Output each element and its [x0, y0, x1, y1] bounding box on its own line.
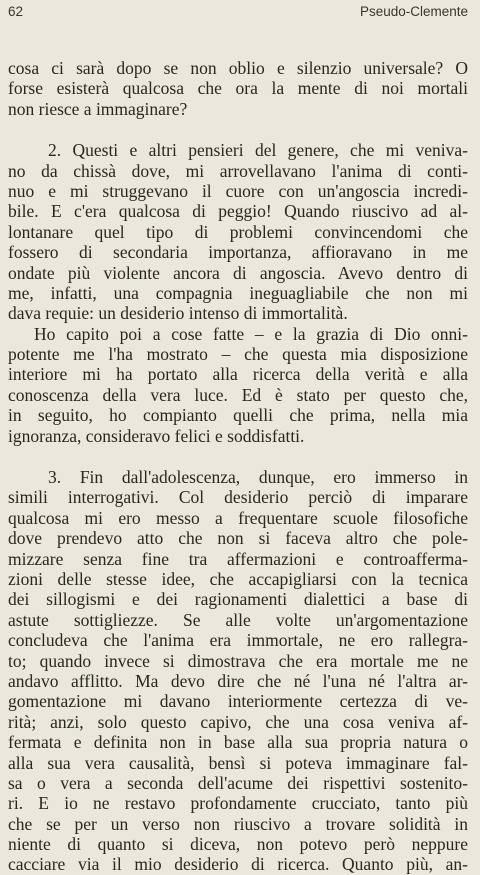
- page-number: 62: [8, 4, 24, 19]
- text-line: niente di quanto si diceva, non potevo però neppure: [8, 834, 468, 855]
- text-line: ignoranza, consideravo felici e soddisfatti.: [8, 425, 305, 446]
- section-gap: [8, 446, 468, 467]
- text-line: nuo e mi struggevano il cuore con un'angoscia incredi-: [8, 180, 468, 201]
- paragraph: [8, 324, 468, 446]
- paragraph-section-2: [8, 140, 468, 324]
- text-line: fermata e definita non in base alla sua propria natura o: [8, 732, 468, 753]
- text-line: dei sillogismi e dei ragionamenti dialettici a base di: [8, 589, 468, 610]
- text-line: mizzare senza fine tra affermazioni e controafferma-: [8, 548, 468, 569]
- text-line: che se per un verso non riuscivo a trovare solidità in: [8, 813, 468, 834]
- text-line: cosa ci sarà dopo se non oblio e silenzio universale? O: [8, 58, 468, 78]
- text-line: sa o vera a seconda dell'acume dei rispettivi sostenito-: [8, 772, 468, 793]
- text-line: gomentazione mi davano interiormente certezza di ve-: [8, 691, 468, 712]
- text-line: astute sottigliezze. Se alle volte un'argomentazione: [8, 609, 468, 630]
- text-line: ri. E io ne restavo profondamente crucciato, tanto più: [8, 793, 468, 814]
- text-line: me, infatti, una compagnia ineguagliabile che non mi: [8, 282, 468, 303]
- text-line: lontanare quel tipo di problemi convincendomi che: [8, 221, 468, 242]
- text-line: to; quando invece si dimostrava che era mortale me ne: [8, 650, 468, 671]
- section-gap: [8, 119, 468, 140]
- paragraph-section-3: [8, 467, 468, 875]
- text-line: simili interrogativi. Col desiderio perciò di imparare: [8, 487, 468, 508]
- text-line: ondate più violente ancora di angoscia. Avevo dentro di: [8, 262, 468, 283]
- text-line: andavo afflitto. Ma devo dire che né l'una né l'altra ar-: [8, 670, 468, 691]
- text-line: forse esisterà qualcosa che ora la mente di noi mortali: [8, 78, 468, 99]
- running-head: Pseudo-Clemente: [359, 4, 468, 19]
- text-line: 3. Fin dall'adolescenza, dunque, ero immerso in: [48, 467, 468, 488]
- text-line: conoscenza della vera luce. Ed è stato per questo che,: [8, 384, 468, 405]
- text-line: bile. E c'era qualcosa di peggio! Quando riuscivo ad al-: [8, 201, 468, 222]
- body-text: [8, 58, 468, 875]
- text-line: qualcosa mi ero messo a frequentare scuole filosofiche: [8, 507, 468, 528]
- text-line: rità; anzi, solo questo capivo, che una cosa veniva af-: [8, 711, 468, 732]
- text-line: dove prendevo atto che non si faceva altro che pole-: [8, 528, 468, 549]
- text-line: Ho capito poi a cose fatte – e la grazia di Dio onni-: [34, 323, 468, 344]
- text-line: 2. Questi e altri pensieri del genere, che mi veniva-: [48, 140, 468, 161]
- text-line: dava requie: un desiderio intenso di immortalità.: [8, 303, 348, 324]
- text-line: no da chissà dove, mi arrovellavano l'anima di conti-: [8, 160, 468, 181]
- text-line: potente me l'ha mostrato – che questa mia disposizione: [8, 344, 468, 365]
- page-header: [8, 4, 468, 22]
- text-line: alla sua vera causalità, bensì si poteva immaginare fal-: [8, 752, 468, 773]
- paragraph-continuation: [8, 58, 468, 119]
- text-line: in seguito, ho compianto quelli che prima, nella mia: [8, 405, 468, 426]
- text-line: interiore mi ha portato alla ricerca della verità e alla: [8, 364, 468, 385]
- text-line: zioni delle stesse idee, che accapigliarsi con la tecnica: [8, 568, 468, 589]
- text-line: cacciare via il mio desiderio di ricerca. Quanto più, an-: [8, 854, 468, 875]
- text-line: non riesce a immaginare?: [8, 98, 188, 119]
- text-line: fossero di secondaria importanza, affioravano in me: [8, 242, 468, 263]
- text-line: concludeva che l'anima era immortale, ne ero rallegra-: [8, 630, 468, 651]
